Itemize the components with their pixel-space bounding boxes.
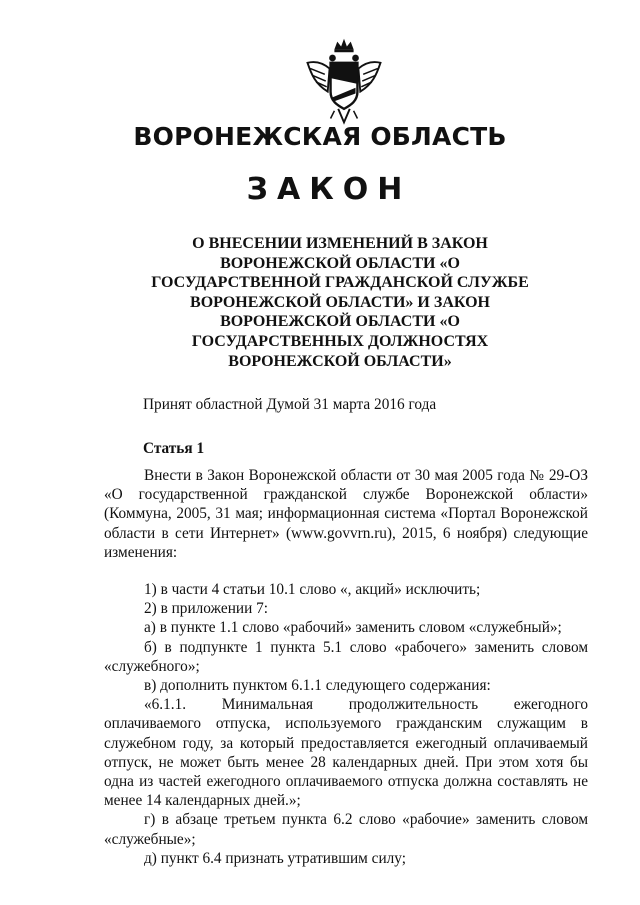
article-paragraph: Внести в Закон Воронежской области от 30 мая 2005 года № 29-ОЗ «О государственной гражданской службе Воронежской области» (Коммуна, 2005, 31 мая; информационная система «Портал Воронежской области в сети Интернет» (www.govvrn.ru), 2015, 6 ноября) следующие изменения: <box>104 467 588 561</box>
region-name: ВОРОНЕЖСКАЯ ОБЛАСТЬ <box>133 122 507 151</box>
article-paragraph: в) дополнить пунктом 6.1.1 следующего содержания: <box>144 677 491 695</box>
law-title <box>140 234 540 371</box>
adoption-date: Принят областной Думой 31 марта 2016 года <box>143 396 437 413</box>
article-heading: Статья 1 <box>143 440 205 457</box>
article-paragraph: г) в абзаце третьем пункта 6.2 слово «рабочие» заменить словом «служебные»; <box>104 811 588 848</box>
law-title-line: О ВНЕСЕНИИ ИЗМЕНЕНИЙ В ЗАКОН <box>192 235 488 252</box>
law-title-line: ВОРОНЕЖСКОЙ ОБЛАСТИ» <box>228 352 452 370</box>
article-paragraph: б) в подпункте 1 пункта 5.1 слово «рабочего» заменить словом «служебного»; <box>104 638 588 675</box>
document-type: ЗАКОН <box>246 172 412 207</box>
article-paragraph: 1) в части 4 статьи 10.1 слово «, акций» исключить; <box>144 581 481 599</box>
law-title-line: ВОРОНЕЖСКОЙ ОБЛАСТИ «О <box>220 254 460 272</box>
article-body <box>104 466 588 868</box>
law-title-line: ГОСУДАРСТВЕННОЙ ГРАЖДАНСКОЙ СЛУЖБЕ <box>151 274 529 292</box>
law-title-line: ВОРОНЕЖСКОЙ ОБЛАСТИ» И ЗАКОН <box>190 293 490 311</box>
article-paragraph: «6.1.1. Минимальная продолжительность ежегодного оплачиваемого отпуска, используемого гражданским служащим в служебном году, за который предоставляется ежегодный оплачиваемый отпуск, не может быть менее 28 календарных дней. При этом хотя бы одна из частей ежегодного оплачиваемого отпуска должна составлять не менее 14 календарных дней.»; <box>104 696 588 810</box>
voronezh-coat-of-arms-icon <box>296 34 392 130</box>
article-paragraph: а) в пункте 1.1 слово «рабочий» заменить словом «служебный»; <box>144 619 562 637</box>
article-paragraph: 2) в приложении 7: <box>144 600 268 618</box>
article-paragraph: д) пункт 6.4 признать утратившим силу; <box>144 849 406 867</box>
law-title-line: ГОСУДАРСТВЕННЫХ ДОЛЖНОСТЯХ <box>191 332 489 350</box>
law-title-line: ВОРОНЕЖСКОЙ ОБЛАСТИ «О <box>220 313 460 331</box>
